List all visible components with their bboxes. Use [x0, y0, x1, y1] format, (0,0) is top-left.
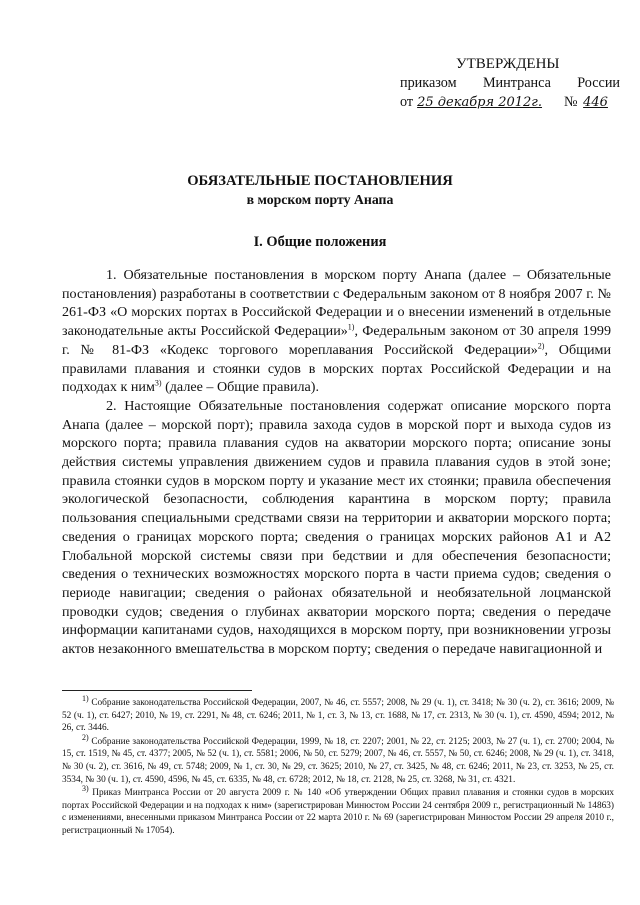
document-body [62, 266, 611, 659]
paragraph-1-part-a: 1. Обязательные постановления в морском порту Анапа (далее – Обязательные постановления) разработаны в соответствии с Федеральным законом от 8 ноября 2007 г. № 261-ФЗ «О морских портах в Российской Федерации и о внесении изменений в отдельные законодательные акты Российской Федерации» [62, 267, 611, 340]
paragraph-1-part-c: , Общими правилами плавания и стоянки судов в морских портах Российской Федерации и на подходах к ним [62, 341, 611, 396]
footnote-text: Собрание законодательства Российской Федерации, 1999, № 18, ст. 2207; 2001, № 22, ст. 2125; 2003, № 27 (ч. 1), ст. 2700; 2004, № 15, ст. 1519, № 45, ст. 4377; 2005, № 52 (ч. 1), ст. 5581; 2006, № 50, ст. 5279; 2007, № 46, ст. 5557, № 50, ст. 6246; 2008, № 29 (ч. 1), ст. 3418, № 30 (ч. 2), ст. 3616, № 49, ст. 5748; 2009, № 1, ст. 30, № 29, ст. 3625; 2010, № 27, ст. 3425, № 48, ст. 6246; 2011, № 23, ст. 3253, № 25, ст. 3534, № 30 (ч. 1), ст. 4590, 4596, № 45, ст. 6335, № 48, ст. 6728; 2012, № 18, ст. 2128, № 25, ст. 3268, № 31, ст. 4321. [62, 736, 614, 785]
approval-date-line [400, 93, 620, 112]
paragraph-1 [62, 266, 611, 397]
footnote-mark: 3) [82, 784, 89, 794]
document-subtitle: в морском порту Анапа [246, 192, 394, 207]
footnote-text: Приказ Минтранса России от 20 августа 2009 г. № 140 «Об утверждении Общих правил плавания и стоянки судов в морских портах Российской Федерации и на подходах к ним» (зарегистрирован Минюстом России 24 сентября 2009 г., регистрационный № 14863) с изменениями, внесенными приказом Минтранса России от 22 марта 2010 г. № 69 (зарегистрирован Минюстом России 29 апреля 2010 г., регистрационный № 17054). [62, 788, 614, 836]
handwritten-date: 25 декабря 2012г. [417, 95, 543, 110]
footnote-mark: 2) [82, 732, 89, 742]
approval-stamp [400, 55, 620, 112]
footnote-2 [62, 732, 614, 786]
document-title: ОБЯЗАТЕЛЬНЫЕ ПОСТАНОВЛЕНИЯ [187, 173, 453, 189]
section-heading: I. Общие положения [253, 234, 387, 250]
footnote-ref-2: 2) [537, 341, 545, 351]
paragraph-1-part-b: , Федеральным законом от 30 апреля 1999 г. № 81-ФЗ «Кодекс торгового мореплавания Российской Федерации» [62, 323, 611, 358]
paragraph-1-part-d: (далее – Общие правила). [161, 379, 320, 396]
approval-heading: УТВЕРЖДЕНЫ [456, 56, 560, 72]
handwritten-number: 446 [583, 95, 608, 110]
footnote-divider [62, 690, 252, 691]
footnote-ref-1: 1) [347, 322, 355, 332]
approval-order-line [400, 74, 620, 93]
number-label: № [564, 94, 578, 110]
order-word: приказом [400, 75, 457, 91]
footnote-text: Собрание законодательства Российской Федерации, 2007, № 46, ст. 5557; 2008, № 29 (ч. 1), ст. 3418; № 30 (ч. 2), ст. 3616; 2009, № 52 (ч. 1), ст. 6427; 2010, № 19, ст. 2291, № 48, ст. 6246; 2011, № 1, ст. 3, № 13, ст. 1688, № 17, ст. 2313, № 30 (ч. 1), ст. 4590, 4594; 2012, № 26, ст. 3446. [62, 698, 614, 734]
paragraph-2: 2. Настоящие Обязательные постановления содержат описание морского порта Анапа (далее – морской порт); правила захода судов в морской порт и выхода судов из морского порта; правила плавания судов на акватории морского порта; описание зоны действия системы управления движением судов и правила плавания судов в этой зоне; правила стоянки судов в морском порту и указание мест их стоянки; правила обеспечения экологической безопасности, соблюдения карантина в морском порту; правила пользования специальными средствами связи на территории и акватории морского порта; сведения о границах морского порта; сведения о границах морских районов А1 и А2 Глобальной морской системы связи при бедствии и для обеспечения безопасности; сведения о технических возможностях морского порта в части приема судов; сведения о периоде навигации; сведения о районах обязательной и необязательной лоцманской проводки судов; сведения о глубинах акватории морского порта; сведения о передаче информации капитанами судов, находящихся в морском порту, при возникновении угрозы актов незаконного вмешательства в морском порту; сведения о передаче навигационной и [62, 397, 611, 658]
footnote-mark: 1) [82, 693, 89, 703]
ministry-name: Минтранса [482, 75, 551, 91]
footnote-3 [62, 784, 614, 837]
from-label: от [400, 94, 414, 110]
footnote-ref-3: 3) [154, 378, 162, 388]
order-number [564, 93, 612, 112]
footnote-1 [62, 693, 614, 735]
footnotes [62, 693, 614, 839]
country-name: России [577, 75, 620, 91]
